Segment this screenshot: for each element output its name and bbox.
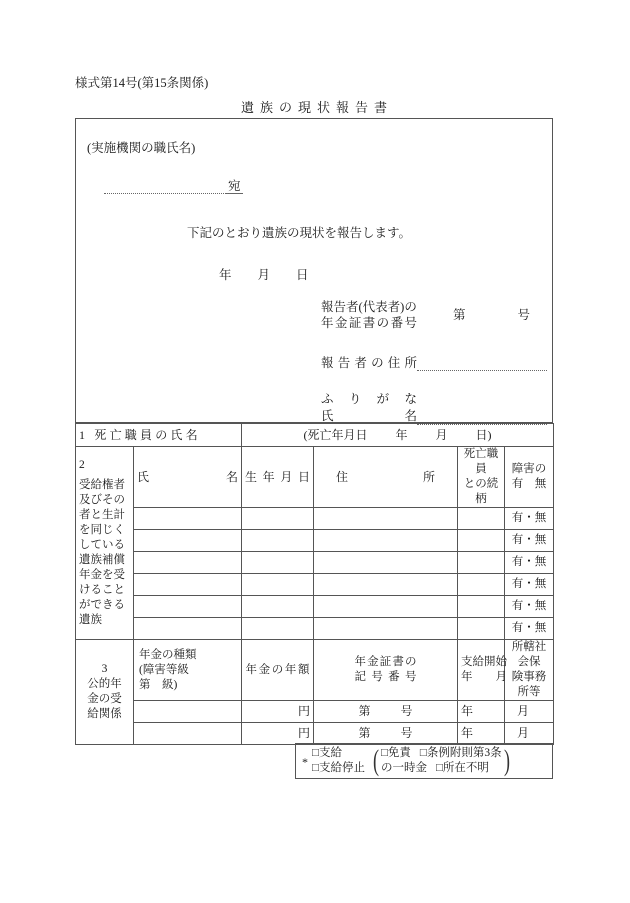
cell-disability[interactable]: 有・無 (505, 552, 554, 574)
start-year: 年 (461, 726, 474, 740)
reporter-name-label: 氏名 (321, 409, 417, 423)
checkbox-option-pay[interactable]: □支給 (312, 747, 342, 759)
cell-address[interactable] (314, 574, 458, 596)
report-date-line (219, 265, 309, 283)
relation-header-line1: 死亡職員 (463, 448, 499, 475)
table-row-section3-header (76, 640, 554, 701)
pension-certificate-number-label (321, 299, 417, 331)
section1-label: 1 死亡職員の氏名 (76, 424, 242, 447)
cell-address[interactable] (314, 530, 458, 552)
disability-header-line1: 障害の (511, 463, 547, 475)
pension-label-line1: 報告者(代表者)の (321, 300, 417, 314)
checkbox-option-unknown[interactable]: □所在不明 (435, 762, 489, 774)
reporter-address-label: 報告者の住所 (321, 356, 417, 370)
cell-name[interactable] (134, 530, 242, 552)
reason-options (381, 746, 502, 776)
cell-address[interactable] (314, 552, 458, 574)
column-header-annual-amount (242, 640, 314, 701)
report-date-day-label: 日 (296, 268, 309, 282)
reporter-address-input-line[interactable] (417, 357, 547, 371)
cell-name[interactable] (134, 552, 242, 574)
cell-birthdate[interactable] (242, 574, 314, 596)
cell-certificate-number[interactable] (314, 723, 458, 745)
section3-label-line3: 金の受 (87, 693, 122, 705)
column-header-relation (458, 447, 505, 508)
cell-name[interactable] (134, 618, 242, 640)
cell-disability[interactable]: 有・無 (505, 618, 554, 640)
report-date-year-label: 年 (219, 268, 232, 282)
section3-label-line1: 3 (101, 663, 108, 675)
pension-label-line2: 年金証書の番号 (321, 316, 417, 330)
table-row (76, 618, 554, 640)
reporter-address-row (321, 353, 547, 371)
annual-amount-text: 年金の年額 (245, 663, 310, 676)
right-paren-glyph: ) (503, 744, 510, 777)
table-row (76, 596, 554, 618)
cell-certificate-number[interactable] (314, 701, 458, 723)
disability-header-line2: 有 無 (511, 478, 547, 490)
addressee-input-line[interactable] (104, 180, 226, 194)
cell-relation[interactable] (458, 618, 505, 640)
section2-label (76, 447, 134, 640)
table-row (76, 552, 554, 574)
column-header-address: 住所 (314, 447, 458, 508)
section1-death-date-field[interactable] (242, 424, 554, 447)
document-title: 遺族の現状報告書 (240, 100, 393, 115)
cell-disability[interactable]: 有・無 (505, 574, 554, 596)
section3-label (76, 640, 134, 745)
reporter-name-block (321, 391, 547, 425)
table-row (76, 530, 554, 552)
column-header-office (505, 640, 554, 701)
office-line1: 所轄社会保 (511, 641, 547, 668)
section3-label-line4: 給関係 (87, 708, 122, 720)
table-row (76, 723, 554, 745)
death-date-month: 月 (435, 427, 448, 442)
pension-number-suffix: 号 (517, 308, 531, 322)
cell-relation[interactable] (458, 508, 505, 530)
cell-pension-kind[interactable] (134, 723, 242, 745)
addressee-suffix-label: 宛 (228, 179, 241, 193)
cell-name[interactable] (134, 596, 242, 618)
column-header-certificate-number (314, 640, 458, 701)
cert-no-prefix: 第 (358, 726, 371, 740)
cell-birthdate[interactable] (242, 508, 314, 530)
start-month: 月 (517, 726, 530, 740)
table-row (76, 701, 554, 723)
pension-kind-line1: 年金の種類 (139, 648, 197, 661)
table-row-section1 (76, 424, 554, 447)
table-row-section2-header (76, 447, 554, 508)
cert-no-suffix: 号 (400, 704, 413, 718)
cell-annual-amount[interactable]: 円 (242, 701, 314, 723)
table-row (76, 508, 554, 530)
left-paren-glyph: ( (372, 744, 379, 777)
death-date-prefix: (死亡年月日 (303, 427, 368, 442)
death-date-day: 日) (475, 427, 492, 442)
cert-no-prefix: 第 (358, 704, 371, 718)
cell-pension-kind[interactable] (134, 701, 242, 723)
cell-relation[interactable] (458, 530, 505, 552)
report-date-month-label: 月 (257, 268, 271, 282)
cert-no-suffix: 号 (400, 726, 413, 740)
checkbox-option-ordinance[interactable]: □条例附則第3条 (419, 747, 502, 759)
cert-no-line2: 記号番号 (354, 671, 417, 683)
form-number: 様式第14号(第15条関係) (75, 76, 209, 90)
form-table (75, 423, 554, 745)
cell-disability[interactable]: 有・無 (505, 508, 554, 530)
start-year: 年 (461, 704, 474, 718)
column-header-start-ym (458, 640, 505, 701)
footnote-box (295, 743, 553, 779)
checkbox-option-exempt[interactable]: □免責 (380, 747, 411, 759)
addressee-row (104, 179, 243, 194)
office-line2: 険事務所等 (511, 671, 547, 698)
cell-birthdate[interactable] (242, 552, 314, 574)
section2-index: 2 (79, 459, 85, 471)
pension-certificate-number-row (321, 299, 547, 331)
cell-start-ym[interactable] (458, 723, 530, 745)
cell-relation[interactable] (458, 574, 505, 596)
relation-header-line2: との続柄 (463, 478, 499, 505)
reporter-info-block (321, 299, 547, 425)
start-month: 月 (517, 704, 530, 718)
cell-name[interactable] (134, 508, 242, 530)
asterisk-marker: * (302, 755, 308, 769)
cell-birthdate[interactable] (242, 596, 314, 618)
agency-title-label: (実施機関の職氏名) (87, 141, 196, 155)
cell-annual-amount[interactable]: 円 (242, 723, 314, 745)
cell-relation[interactable] (458, 596, 505, 618)
cell-birthdate[interactable] (242, 618, 314, 640)
section2-label-text: 受給権者及びその者と生計を同じくしている遺族補償年金を受けることができる遺族 (79, 479, 125, 626)
cell-address[interactable] (314, 508, 458, 530)
cell-relation[interactable] (458, 552, 505, 574)
cell-address[interactable] (314, 618, 458, 640)
section3-label-line2: 公的年 (87, 678, 122, 690)
payment-status-options (312, 746, 365, 776)
pension-kind-line3: 第 級) (139, 678, 178, 691)
pension-certificate-number-field[interactable] (453, 299, 530, 323)
column-header-pension-kind (134, 640, 242, 701)
report-statement: 下記のとおり遺族の現状を報告します。 (187, 226, 412, 240)
cell-birthdate[interactable] (242, 530, 314, 552)
cell-name[interactable] (134, 574, 242, 596)
checkbox-option-suspend[interactable]: □支給停止 (312, 762, 365, 774)
death-date-year: 年 (395, 427, 408, 442)
cell-start-ym[interactable] (458, 701, 530, 723)
column-header-birthdate: 生年月日 (242, 447, 314, 508)
column-header-disability (505, 447, 554, 508)
reason-options-group (371, 746, 512, 776)
column-header-name: 氏名 (134, 447, 242, 508)
table-row (76, 574, 554, 596)
declaration-block (75, 118, 553, 423)
cell-disability[interactable]: 有・無 (505, 530, 554, 552)
cell-disability[interactable]: 有・無 (505, 596, 554, 618)
pension-number-prefix: 第 (453, 308, 466, 322)
cell-address[interactable] (314, 596, 458, 618)
option-lumpsum-text: の一時金 (380, 762, 427, 774)
cert-no-line1: 年金証書の (354, 656, 417, 668)
pension-kind-line2: (障害等級 (139, 663, 189, 676)
start-ym-text: 支給開始年月 (461, 656, 507, 683)
furigana-label: ふりがな (321, 392, 417, 406)
